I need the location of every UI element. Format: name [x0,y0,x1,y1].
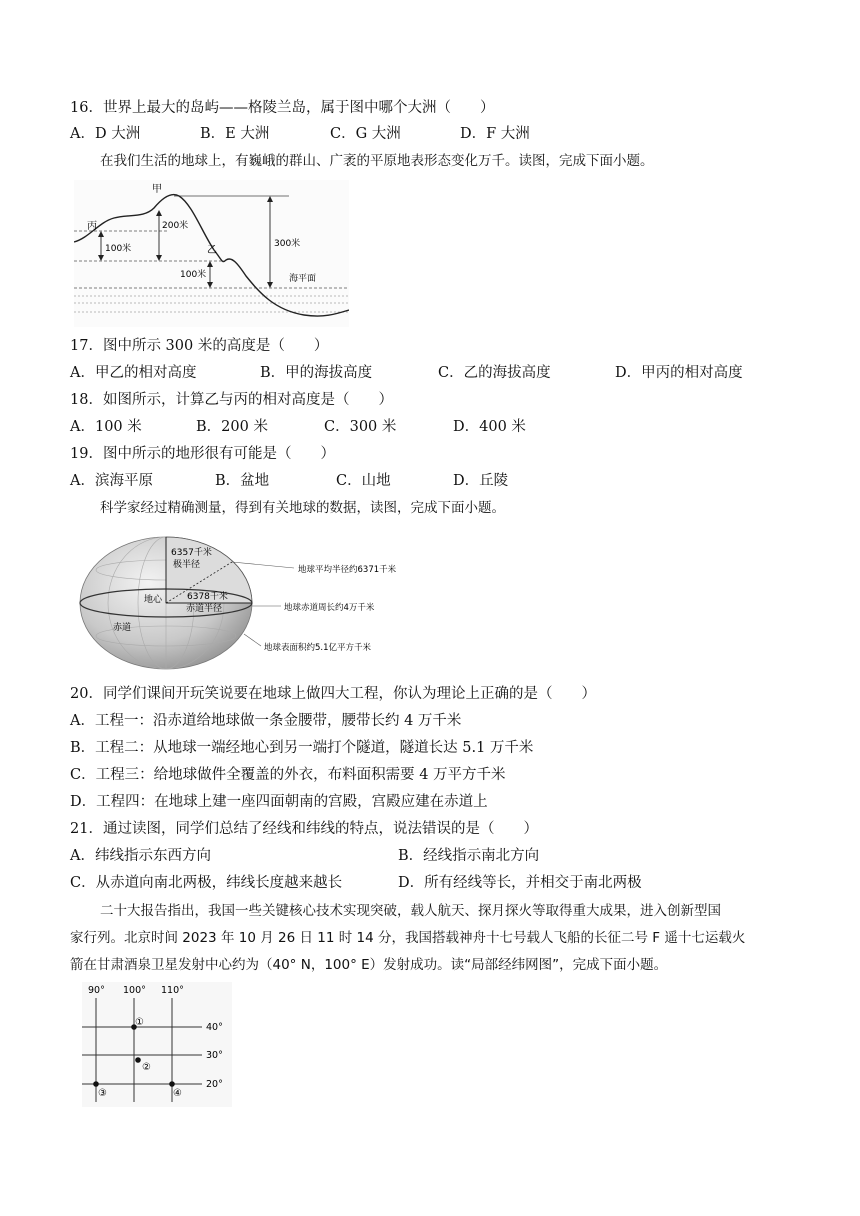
label-earth-center: 地心 [144,595,163,605]
label-eq-radius: 赤道半径 [186,604,223,614]
intro-launch-line1: 二十大报告指出，我国一些关键核心技术实现突破，载人航天、探月探火等取得重大成果，进入创新型国 [100,903,721,919]
point-2-label: ② [142,1062,151,1073]
intro-launch-line2: 家行列。北京时间 2023 年 10 月 26 日 11 时 14 分，我国搭载神舟十七号载人飞船的长征二号 F 遥十七运载火 [70,930,746,946]
intro-earth-data: 科学家经过精确测量，得到有关地球的数据，读图，完成下面小题。 [100,500,505,516]
q20-option-c: C．工程三：给地球做件全覆盖的外衣，布料面积需要 4 万平方千米 [70,767,506,783]
label-eq-value: 6378千米 [187,592,228,602]
q21-options-row1 [70,846,790,866]
point-2 [135,1057,141,1063]
label-polar-radius: 极半径 [173,560,201,570]
lat-label-40: 40° [206,1022,223,1033]
lat-label-30: 30° [206,1050,223,1061]
intro-launch-line3: 箭在甘肃酒泉卫星发射中心约为（40° N，100° E）发射成功。读“局部经纬网图”，完成下面小题。 [70,957,668,973]
q21-option-d: D．所有经线等长，并相交于南北两极 [398,875,642,891]
label-bing: 丙 [87,221,97,232]
q16-option-c: C．G 大洲 [330,126,401,142]
relief-profile-figure [74,180,349,327]
label-200m: 200米 [162,221,189,231]
lat-label-20: 20° [206,1079,223,1090]
q17-options [70,363,790,383]
q17-stem: 17．图中所示 300 米的高度是（ ） [70,338,329,354]
q19-option-d: D．丘陵 [453,473,509,489]
q17-option-a: A．甲乙的相对高度 [70,365,197,381]
lon-label-90: 90° [88,985,105,996]
label-100m-yi: 100米 [180,270,207,280]
q19-option-a: A．滨海平原 [70,473,153,489]
q17-option-b: B．甲的海拔高度 [260,365,373,381]
q19-stem: 19．图中所示的地形很有可能是（ ） [70,446,335,462]
intro-landforms: 在我们生活的地球上，有巍峨的群山、广袤的平原地表形态变化万千。读图，完成下面小题。 [100,153,654,169]
point-1-label: ① [135,1017,144,1028]
label-300m: 300米 [274,239,301,249]
note-surface-area: 地球表面积约5.1亿平方千米 [264,643,372,653]
q16-option-a: A．D 大洲 [70,126,141,142]
point-3-label: ③ [98,1088,107,1099]
q21-option-c: C．从赤道向南北两极，纬线长度越来越长 [70,875,343,891]
point-3 [93,1081,99,1087]
lon-label-100: 100° [123,985,146,996]
lon-label-110: 110° [161,985,184,996]
q19-options [70,471,790,491]
q16-stem: 16．世界上最大的岛屿——格陵兰岛，属于图中哪个大洲（ ） [70,100,495,116]
q21-stem: 21．通过读图，同学们总结了经线和纬线的特点，说法错误的是（ ） [70,821,538,837]
q17-option-c: C．乙的海拔高度 [438,365,551,381]
q21-option-b: B．经线指示南北方向 [398,848,540,864]
q16-option-d: D．F 大洲 [460,126,530,142]
point-4-label: ④ [173,1088,182,1099]
q16-options [70,124,790,144]
note-equator-circumference: 地球赤道周长约4万千米 [284,603,375,613]
q19-option-c: C．山地 [336,473,391,489]
q20-option-a: A．工程一：沿赤道给地球做一条金腰带，腰带长约 4 万千米 [70,713,462,729]
note-mean-radius: 地球平均半径约6371千米 [298,565,397,575]
q20-option-d: D．工程四：在地球上建一座四面朝南的宫殿，宫殿应建在赤道上 [70,794,488,810]
label-100m-left: 100米 [105,244,132,254]
point-4 [169,1081,175,1087]
label-yi: 乙 [207,245,217,256]
label-equator: 赤道 [113,623,132,633]
earth-dimensions-figure [76,530,428,670]
q18-option-c: C．300 米 [324,419,397,435]
q16-option-b: B．E 大洲 [200,126,270,142]
q18-stem: 18．如图所示，计算乙与丙的相对高度是（ ） [70,392,393,408]
q20-option-b: B．工程二：从地球一端经地心到另一端打个隧道，隧道长达 5.1 万千米 [70,740,534,756]
q18-option-d: D．400 米 [453,419,526,435]
label-polar-value: 6357千米 [171,548,212,558]
q19-option-b: B．盆地 [215,473,270,489]
q18-option-b: B．200 米 [196,419,268,435]
q17-option-d: D．甲丙的相对高度 [615,365,743,381]
q20-stem: 20．同学们课间开玩笑说要在地球上做四大工程，你认为理论上正确的是（ ） [70,686,596,702]
q21-option-a: A．纬线指示东西方向 [70,848,211,864]
q21-options-row2 [70,873,790,893]
graticule-figure [82,982,232,1107]
q18-options [70,417,790,437]
q18-option-a: A．100 米 [70,419,142,435]
label-jia: 甲 [152,184,162,195]
label-sea-level: 海平面 [289,274,317,284]
